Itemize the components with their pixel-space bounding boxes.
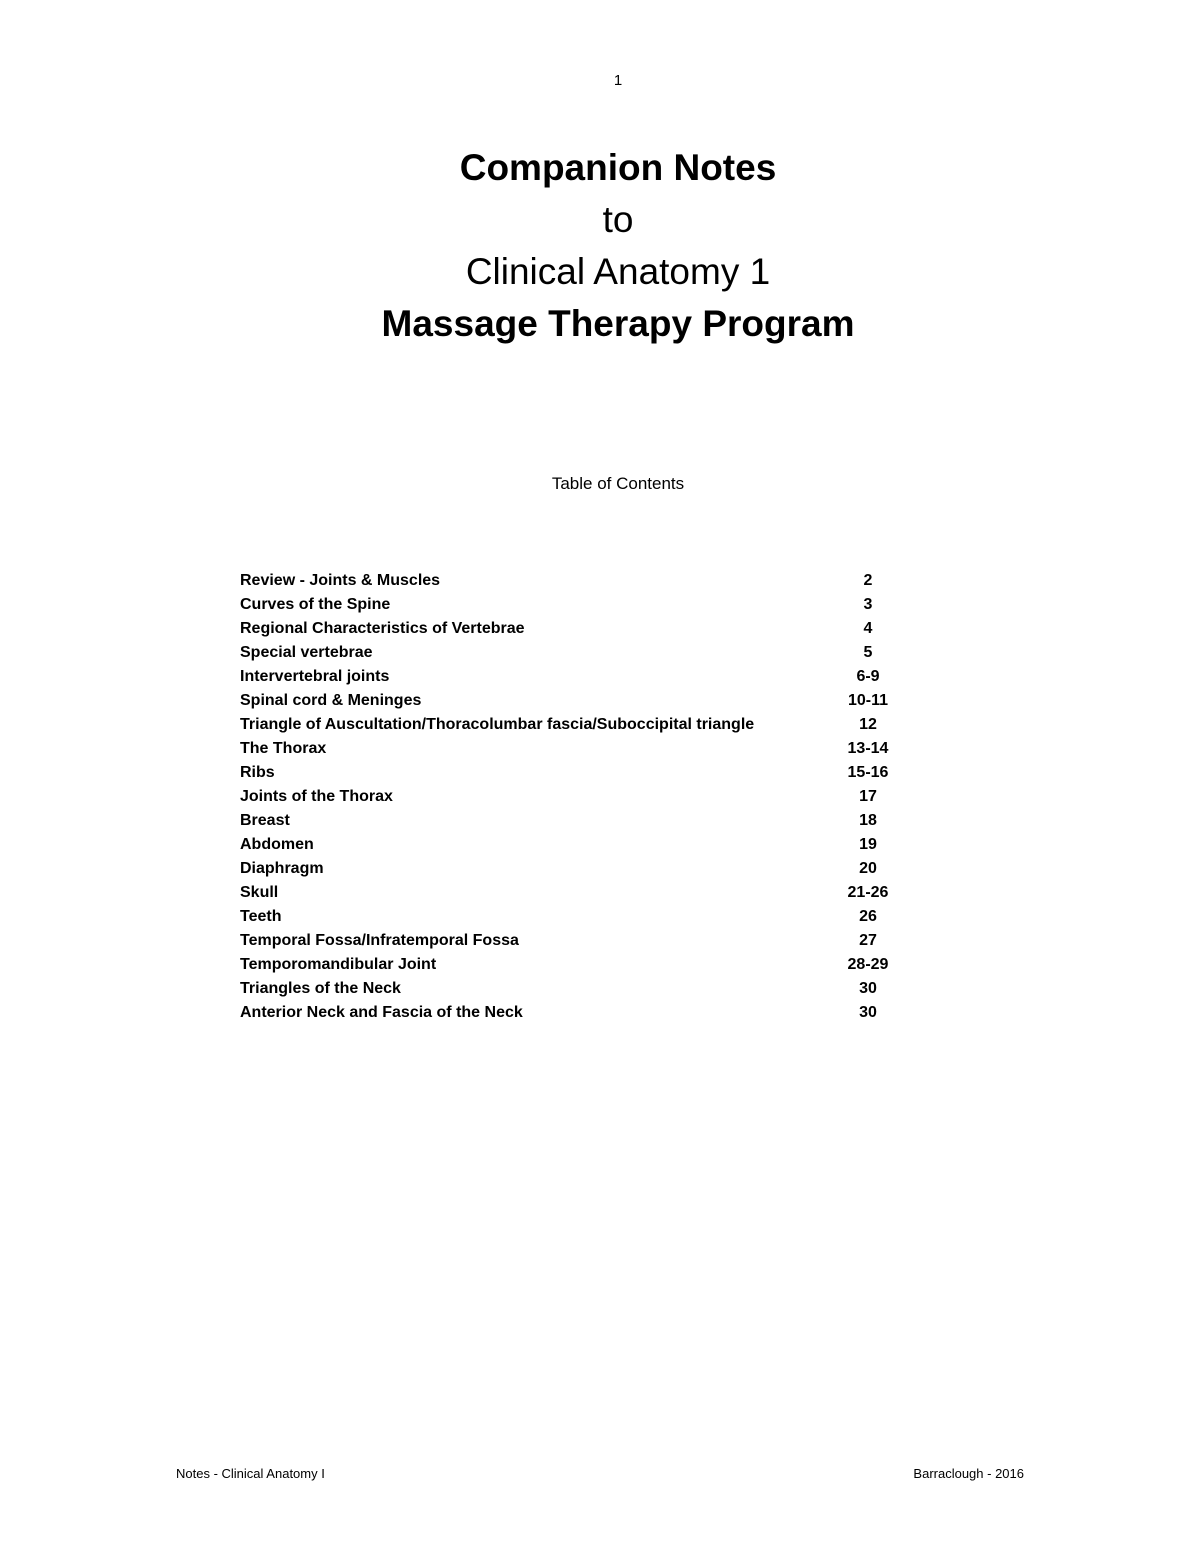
toc-entry-label: Anterior Neck and Fascia of the Neck bbox=[240, 1004, 523, 1021]
toc-row bbox=[240, 785, 940, 809]
toc-entry-label: The Thorax bbox=[240, 740, 327, 757]
toc-entry-page: 28-29 bbox=[847, 956, 889, 973]
toc-row bbox=[240, 689, 940, 713]
toc-row bbox=[240, 953, 940, 977]
title-block bbox=[0, 142, 1200, 350]
title-companion-notes: Companion Notes bbox=[459, 147, 777, 188]
title-to: to bbox=[602, 199, 634, 240]
toc-row bbox=[240, 833, 940, 857]
toc-entry-page: 20 bbox=[859, 860, 877, 877]
toc-entry-page: 21-26 bbox=[847, 884, 889, 901]
toc-row bbox=[240, 1001, 940, 1025]
toc-entry-label: Intervertebral joints bbox=[240, 668, 390, 685]
toc-row bbox=[240, 905, 940, 929]
toc-entry-page: 30 bbox=[859, 980, 877, 997]
toc-row bbox=[240, 641, 940, 665]
toc-entry-label: Regional Characteristics of Vertebrae bbox=[240, 620, 525, 637]
toc-row bbox=[240, 809, 940, 833]
toc-entry-label: Temporal Fossa/Infratemporal Fossa bbox=[240, 932, 519, 949]
toc-entry-label: Joints of the Thorax bbox=[240, 788, 393, 805]
toc-entry-label: Skull bbox=[240, 884, 279, 901]
toc-entry-page: 15-16 bbox=[847, 764, 889, 781]
toc-entry-label: Special vertebrae bbox=[240, 644, 373, 661]
toc-row bbox=[240, 593, 940, 617]
title-massage-therapy-program: Massage Therapy Program bbox=[381, 303, 855, 344]
toc-entry-page: 5 bbox=[863, 644, 873, 661]
toc-entry-page: 4 bbox=[863, 620, 873, 637]
toc-entry-page: 12 bbox=[859, 716, 877, 733]
toc-entry-page: 30 bbox=[859, 1004, 877, 1021]
toc-entry-page: 19 bbox=[859, 836, 877, 853]
toc-entry-label: Teeth bbox=[240, 908, 282, 925]
toc-entry-label: Ribs bbox=[240, 764, 275, 781]
toc-entry-label: Triangle of Auscultation/Thoracolumbar fascia/Suboccipital triangle bbox=[240, 716, 755, 733]
toc-row bbox=[240, 977, 940, 1001]
toc-entry-label: Triangles of the Neck bbox=[240, 980, 401, 997]
toc-entry-page: 2 bbox=[863, 572, 873, 589]
toc-entry-page: 6-9 bbox=[856, 668, 880, 685]
toc-row bbox=[240, 737, 940, 761]
toc-row bbox=[240, 569, 940, 593]
footer-left: Notes - Clinical Anatomy I bbox=[176, 1466, 325, 1481]
toc-entry-label: Spinal cord & Meninges bbox=[240, 692, 422, 709]
toc-entry-page: 26 bbox=[859, 908, 877, 925]
title-clinical-anatomy: Clinical Anatomy 1 bbox=[465, 251, 771, 292]
toc-entry-page: 13-14 bbox=[847, 740, 889, 757]
toc-row bbox=[240, 665, 940, 689]
toc-row bbox=[240, 881, 940, 905]
toc-entry-label: Diaphragm bbox=[240, 860, 324, 877]
toc-row bbox=[240, 761, 940, 785]
toc-entry-label: Breast bbox=[240, 812, 290, 829]
toc-row bbox=[240, 857, 940, 881]
page-number: 1 bbox=[613, 72, 623, 89]
toc-entry-page: 3 bbox=[863, 596, 873, 613]
toc-entry-page: 27 bbox=[859, 932, 877, 949]
toc-entry-label: Temporomandibular Joint bbox=[240, 956, 437, 973]
toc-entry-label: Curves of the Spine bbox=[240, 596, 391, 613]
toc-entry-label: Abdomen bbox=[240, 836, 314, 853]
table-of-contents bbox=[240, 569, 940, 1025]
toc-row bbox=[240, 929, 940, 953]
toc-entry-page: 10-11 bbox=[847, 692, 889, 709]
toc-entry-page: 17 bbox=[859, 788, 877, 805]
toc-entry-label: Review - Joints & Muscles bbox=[240, 572, 441, 589]
toc-row bbox=[240, 713, 940, 737]
toc-row bbox=[240, 617, 940, 641]
toc-heading: Table of Contents bbox=[551, 474, 685, 493]
footer-right: Barraclough - 2016 bbox=[913, 1466, 1024, 1481]
toc-entry-page: 18 bbox=[859, 812, 877, 829]
